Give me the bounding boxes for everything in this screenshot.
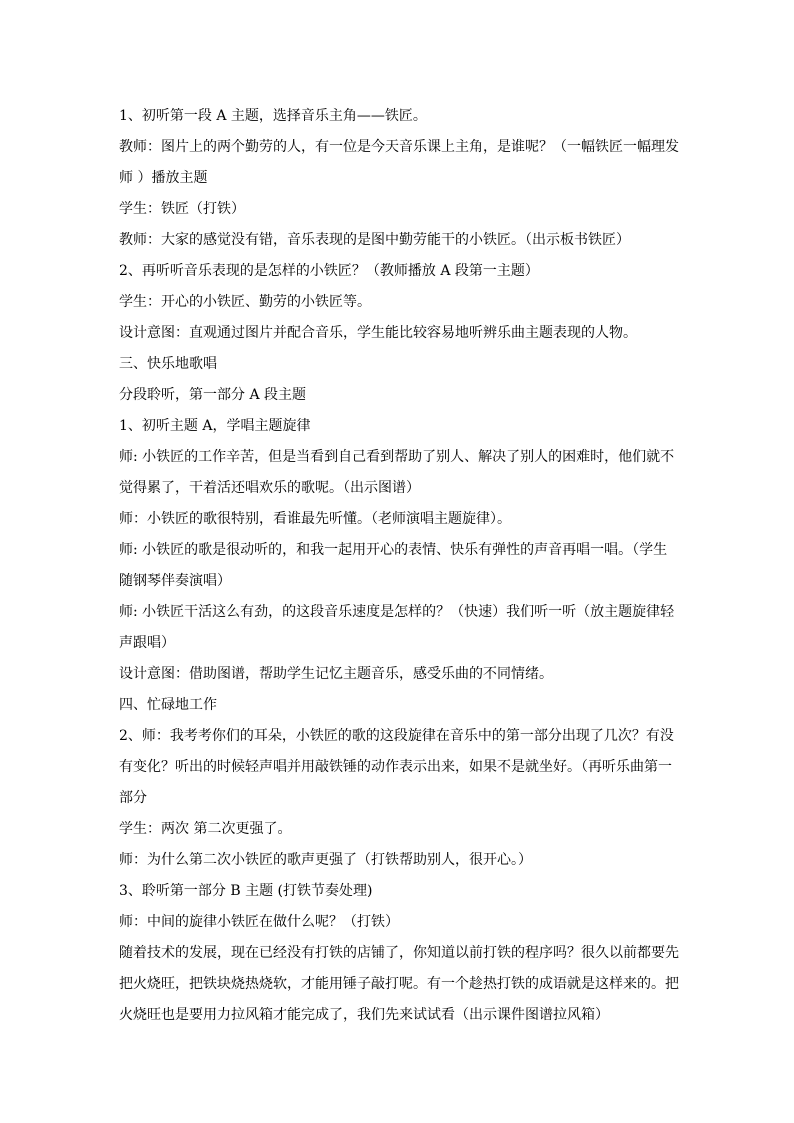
paragraph-10: 1、初听主题 A，学唱主题旋律 — [119, 418, 311, 434]
paragraph-21: 师：中间的旋律小铁匠在做什么呢？（打铁） — [119, 914, 399, 930]
paragraph-3: 学生：铁匠（打铁） — [119, 201, 245, 217]
paragraph-20: 3、聆听第一部分 B 主题 (打铁节奏处理) — [119, 883, 373, 899]
section-heading-3: 三、快乐地歌唱 — [119, 356, 217, 372]
paragraph-6: 学生：开心的小铁匠、勤劳的小铁匠等。 — [119, 294, 371, 310]
paragraph-14: 师: 小铁匠干活这么有劲，的这段音乐速度是怎样的？（快速）我们听一听（放主题旋律轻声跟唱） — [119, 604, 675, 651]
paragraph-17: 2、师：我考考你们的耳朵，小铁匠的歌的这段旋律在音乐中的第一部分出现了几次？有没有变化？听出的时候轻声唱并用敲铁锤的动作表示出来，如果不是就坐好。（再听乐曲第一部分 — [119, 728, 674, 806]
document-body — [119, 101, 679, 1031]
section-heading-4: 四、忙碌地工作 — [119, 697, 217, 713]
paragraph-22: 随着技术的发展，现在已经没有打铁的店铺了，你知道以前打铁的程序吗？很久以前都要先把火烧旺，把铁块烧热烧软，才能用锤子敲打呢。有一个趁热打铁的成语就是这样来的。把火烧旺也是要用力拉风箱才能完成了，我们先来试试看（出示课件图谱拉风箱） — [119, 945, 679, 1023]
paragraph-7: 设计意图：直观通过图片并配合音乐，学生能比较容易地听辨乐曲主题表现的人物。 — [119, 325, 637, 341]
paragraph-1: 1、初听第一段 A 主题，选择音乐主角——铁匠。 — [119, 108, 427, 124]
paragraph-15: 设计意图：借助图谱，帮助学生记忆主题音乐，感受乐曲的不同情绪。 — [119, 666, 553, 682]
paragraph-4: 教师：大家的感觉没有错，音乐表现的是图中勤劳能干的小铁匠。（出示板书铁匠） — [119, 232, 630, 248]
paragraph-19: 师：为什么第二次小铁匠的歌声更强了（打铁帮助别人，很开心。） — [119, 852, 532, 868]
paragraph-12: 师：小铁匠的歌很特别，看谁最先听懂。（老师演唱主题旋律）。 — [119, 511, 511, 527]
paragraph-2: 教师：图片上的两个勤劳的人，有一位是今天音乐课上主角，是谁呢？（一幅铁匠一幅理发师 ）播放主题 — [119, 139, 679, 186]
paragraph-9: 分段聆听，第一部分 A 段主题 — [119, 387, 307, 403]
paragraph-5: 2、再听听音乐表现的是怎样的小铁匠？（教师播放 A 段第一主题） — [119, 263, 539, 279]
paragraph-11: 师: 小铁匠的工作辛苦，但是当看到自己看到帮助了别人、解决了别人的困难时，他们就不觉得累了，干着活还唱欢乐的歌呢。（出示图谱） — [119, 449, 675, 496]
paragraph-18: 学生：两次 第二次更强了。 — [119, 821, 292, 837]
paragraph-13: 师: 小铁匠的歌是很动听的，和我一起用开心的表情、快乐有弹性的声音再唱一唱。（学生随钢琴伴奏演唱） — [119, 542, 668, 589]
